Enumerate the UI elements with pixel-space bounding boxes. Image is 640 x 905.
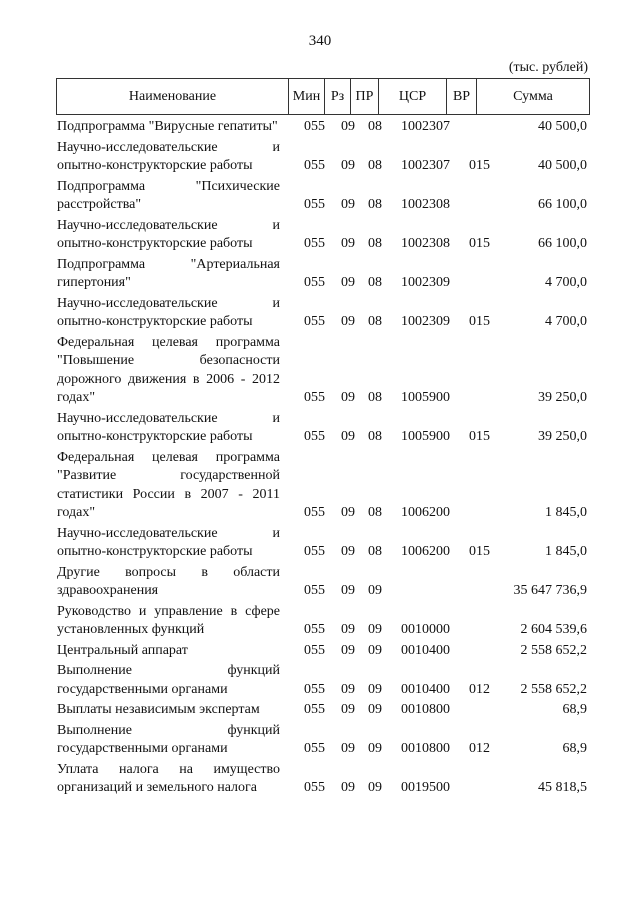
cell-vr: 015 [469, 314, 490, 329]
cell-name: Выплаты независимым экспертам [57, 702, 260, 717]
cell-sum: 40 500,0 [538, 158, 587, 173]
cell-name: Научно-исследовательские и опытно-конструкторские работы [57, 295, 280, 329]
cell-rz: 09 [341, 119, 355, 134]
table-row [57, 761, 590, 798]
cell-rz: 09 [341, 642, 355, 658]
cell-min: 055 [304, 197, 325, 212]
cell-sum: 68,9 [562, 702, 587, 717]
cell-min: 055 [304, 642, 325, 658]
cell-sum: 66 100,0 [538, 197, 587, 212]
cell-csr: 1006200 [401, 505, 450, 520]
cell-rz: 09 [341, 429, 355, 444]
cell-pr: 09 [368, 741, 382, 756]
cell-min: 055 [304, 275, 325, 290]
cell-name: Центральный аппарат [57, 642, 188, 658]
cell-name: Подпрограмма "Психические расстройства" [57, 178, 280, 212]
cell-min: 055 [304, 583, 325, 598]
cell-name: Выполнение функций государственными органами [57, 663, 280, 697]
cell-pr: 09 [368, 622, 382, 637]
cell-csr: 0010800 [401, 702, 450, 717]
cell-rz: 09 [341, 275, 355, 290]
cell-sum: 66 100,0 [538, 236, 587, 251]
cell-sum: 68,9 [562, 741, 587, 756]
cell-csr: 1005900 [401, 429, 450, 444]
cell-rz: 09 [341, 505, 355, 520]
cell-name: Уплата налога на имущество организаций и земельного налога [57, 761, 280, 795]
cell-pr: 08 [368, 505, 382, 520]
table-row [57, 701, 590, 720]
cell-pr: 09 [368, 642, 382, 658]
cell-name: Руководство и управление в сфере установленных функций [57, 603, 280, 637]
cell-name: Научно-исследовательские и опытно-конструкторские работы [57, 525, 280, 559]
cell-pr: 08 [368, 119, 382, 134]
cell-min: 055 [304, 119, 325, 134]
cell-csr: 0010400 [401, 642, 450, 658]
cell-min: 055 [304, 236, 325, 251]
cell-csr: 0010800 [401, 741, 450, 756]
table-row [57, 525, 590, 562]
cell-min: 055 [304, 544, 325, 559]
cell-name: Подпрограмма "Вирусные гепатиты" [57, 119, 278, 134]
cell-csr: 1002308 [401, 197, 450, 212]
cell-name: Научно-исследовательские и опытно-конструкторские работы [57, 139, 280, 173]
cell-vr: 015 [469, 236, 490, 251]
cell-rz: 09 [341, 314, 355, 329]
cell-name: Научно-исследовательские и опытно-конструкторские работы [57, 410, 280, 444]
cell-csr: 1005900 [401, 390, 450, 405]
table-header [56, 78, 590, 115]
cell-csr: 0010000 [401, 622, 450, 637]
cell-csr: 1002309 [401, 314, 450, 329]
cell-vr: 015 [469, 544, 490, 559]
cell-rz: 09 [341, 741, 355, 756]
cell-name: Федеральная целевая программа "Развитие государственной статистики России в 2007 - 2011 годах" [57, 449, 280, 520]
cell-sum: 2 558 652,2 [520, 681, 587, 697]
cell-rz: 09 [341, 390, 355, 405]
cell-pr: 09 [368, 702, 382, 717]
cell-pr: 08 [368, 158, 382, 173]
cell-vr: 012 [469, 741, 490, 756]
table-row [57, 139, 590, 176]
cell-rz: 09 [341, 544, 355, 559]
cell-rz: 09 [341, 236, 355, 251]
table-row [57, 410, 590, 447]
cell-min: 055 [304, 681, 325, 697]
header-rz: Рз [324, 79, 350, 114]
cell-pr: 09 [368, 583, 382, 598]
cell-name: Другие вопросы в области здравоохранения [57, 564, 280, 598]
cell-sum: 4 700,0 [545, 275, 587, 290]
cell-sum: 35 647 736,9 [513, 583, 587, 598]
cell-pr: 08 [368, 314, 382, 329]
cell-sum: 1 845,0 [545, 544, 587, 559]
cell-vr: 012 [469, 681, 490, 697]
page-number: 340 [308, 33, 332, 49]
cell-vr: 015 [469, 429, 490, 444]
cell-min: 055 [304, 702, 325, 717]
table-row [57, 118, 590, 137]
cell-pr: 08 [368, 429, 382, 444]
cell-name: Научно-исследовательские и опытно-конструкторские работы [57, 217, 280, 251]
header-name: Наименование [128, 88, 217, 104]
cell-pr: 09 [368, 780, 382, 795]
cell-sum: 40 500,0 [538, 119, 587, 134]
table-row [57, 662, 590, 699]
header-sum: Сумма [476, 79, 589, 114]
cell-rz: 09 [341, 622, 355, 637]
cell-pr: 08 [368, 197, 382, 212]
table-row [57, 722, 590, 759]
header-csr: ЦСР [378, 79, 446, 114]
cell-rz: 09 [341, 681, 355, 697]
cell-sum: 2 604 539,6 [520, 622, 587, 637]
cell-csr: 1002309 [401, 275, 450, 290]
cell-pr: 08 [368, 390, 382, 405]
cell-min: 055 [304, 158, 325, 173]
cell-csr: 1002307 [401, 119, 450, 134]
cell-min: 055 [304, 780, 325, 795]
cell-sum: 39 250,0 [538, 390, 587, 405]
table-row [57, 217, 590, 254]
cell-csr: 0010400 [401, 681, 450, 697]
table-row [57, 178, 590, 215]
cell-sum: 2 558 652,2 [520, 642, 587, 658]
header-pr: ПР [350, 79, 378, 114]
cell-pr: 08 [368, 236, 382, 251]
cell-csr: 0019500 [401, 780, 450, 795]
cell-min: 055 [304, 741, 325, 756]
cell-pr: 08 [368, 544, 382, 559]
cell-sum: 1 845,0 [545, 505, 587, 520]
cell-min: 055 [304, 429, 325, 444]
table-row [57, 564, 590, 601]
cell-rz: 09 [341, 702, 355, 717]
table-row [57, 256, 590, 293]
cell-name: Выполнение функций государственными органами [57, 722, 280, 756]
table-body [57, 118, 590, 800]
cell-vr: 015 [469, 158, 490, 173]
cell-rz: 09 [341, 158, 355, 173]
cell-min: 055 [304, 622, 325, 637]
cell-pr: 09 [368, 681, 382, 697]
table-row [57, 642, 590, 661]
table-row [57, 295, 590, 332]
table-row [57, 449, 590, 523]
cell-rz: 09 [341, 197, 355, 212]
cell-sum: 39 250,0 [538, 429, 587, 444]
header-vr: ВР [446, 79, 476, 114]
cell-pr: 08 [368, 275, 382, 290]
cell-sum: 4 700,0 [545, 314, 587, 329]
cell-min: 055 [304, 314, 325, 329]
table-row [57, 334, 590, 408]
cell-name: Подпрограмма "Артериальная гипертония" [57, 256, 280, 290]
cell-sum: 45 818,5 [538, 780, 587, 795]
cell-rz: 09 [341, 583, 355, 598]
header-min: Мин [288, 79, 324, 114]
cell-csr: 1002307 [401, 158, 450, 173]
cell-csr: 1006200 [401, 544, 450, 559]
cell-csr: 1002308 [401, 236, 450, 251]
cell-min: 055 [304, 390, 325, 405]
cell-min: 055 [304, 505, 325, 520]
table-row [57, 603, 590, 640]
cell-name: Федеральная целевая программа "Повышение безопасности дорожного движения в 2006 - 2012 годах" [57, 334, 280, 405]
units-label: (тыс. рублей) [508, 60, 588, 75]
cell-rz: 09 [341, 780, 355, 795]
